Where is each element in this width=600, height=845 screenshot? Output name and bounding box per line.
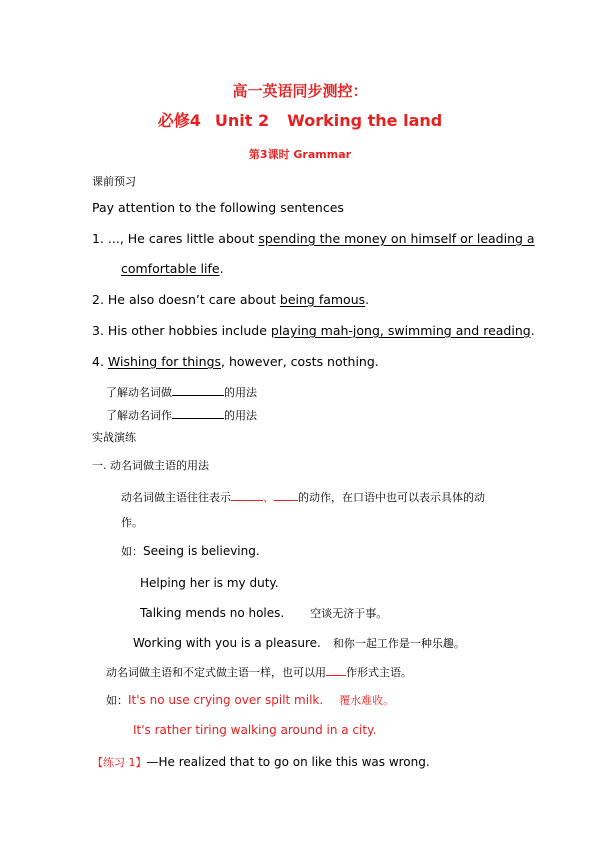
sentence-1-text: 1. ..., He cares little about: [92, 231, 259, 246]
note-b: 作形式主语。: [346, 666, 412, 679]
topic-label: Working the land: [287, 111, 443, 130]
module-title: [0, 113, 600, 129]
exercise-1-label: 【练习 1】: [92, 756, 147, 769]
unit-label: Unit 2: [214, 111, 270, 130]
module-label: 必修4: [157, 111, 201, 130]
description-c: 作。: [121, 516, 143, 529]
example-3-translation: 空谈无济于事。: [310, 607, 388, 620]
sentence-3-underlined: playing mah-jong, swimming and reading: [270, 323, 531, 338]
example-label: 如：: [121, 545, 143, 558]
fill-1-post: 的用法: [224, 386, 257, 399]
red-example-1-translation: 覆水难收。: [339, 694, 395, 707]
sentence-4-end: , however, costs nothing.: [221, 354, 379, 369]
example-1-line: [121, 545, 260, 557]
page-title: 高一英语同步测控：: [232, 82, 368, 100]
fill-line-1: [106, 385, 257, 398]
red-example-label: 如：: [106, 694, 128, 707]
fill-line-2: [106, 408, 257, 421]
sentence-3-text: 3. His other hobbies include: [92, 323, 271, 338]
example-4: Working with you is a pleasure.: [133, 636, 321, 650]
fill-1-blank: [172, 385, 224, 396]
red-example-1: It's no use crying over spilt milk.: [128, 693, 324, 707]
note-blank: [326, 665, 346, 676]
red-example-1-line: [106, 694, 394, 706]
sentence-2-end: .: [365, 292, 370, 307]
description-blank-2: [274, 490, 298, 501]
sentence-2: [92, 294, 369, 307]
example-3-line: [140, 607, 387, 619]
fill-2-pre: 了解动名词作: [106, 409, 172, 422]
sentence-2-text: 2. He also doesn’t care about: [92, 292, 280, 307]
lesson-title: 第3课时 Grammar: [248, 148, 352, 161]
description-line: [121, 490, 485, 503]
sentence-1-underlined-cont: comfortable life: [121, 261, 220, 276]
example-2: Helping her is my duty.: [140, 576, 279, 590]
example-4-translation: 和你一起工作是一种乐趣。: [332, 637, 465, 650]
preview-heading: 课前预习: [92, 175, 136, 188]
fill-1-pre: 了解动名词做: [106, 386, 172, 399]
sentence-4-text: 4.: [92, 354, 108, 369]
sentence-1-cont: [121, 263, 224, 276]
note-line: [106, 665, 412, 678]
fill-2-post: 的用法: [224, 409, 257, 422]
sentence-4: [92, 356, 379, 369]
sentence-3: [92, 325, 535, 338]
sentence-1: [92, 233, 535, 246]
sentence-1-end: .: [219, 261, 224, 276]
sentence-2-underlined: being famous: [279, 292, 366, 307]
sentence-1-underlined: spending the money on himself or leading a: [258, 231, 535, 246]
sentence-3-end: .: [530, 323, 535, 338]
description-a: 动名词做主语往往表示: [121, 491, 231, 504]
example-3: Talking mends no holes.: [140, 606, 285, 620]
example-4-line: [133, 637, 465, 649]
description-sep: 、: [263, 491, 274, 504]
fill-2-blank: [172, 408, 224, 419]
sentence-4-underlined: Wishing for things: [107, 354, 222, 369]
practice-heading: 实战演练: [92, 431, 136, 444]
description-blank-1: [231, 490, 263, 501]
exercise-1-text: —He realized that to go on like this was wrong.: [146, 755, 430, 769]
exercise-1-line: [92, 756, 430, 768]
description-b: 的动作，在口语中也可以表示具体的动: [298, 491, 485, 504]
note-a: 动名词做主语和不定式做主语一样，也可以用: [106, 666, 326, 679]
section-1-heading: 一. 动名词做主语的用法: [92, 459, 209, 472]
preview-intro: Pay attention to the following sentences: [92, 200, 344, 215]
example-1: Seeing is believing.: [143, 544, 260, 558]
red-example-2: It's rather tiring walking around in a city.: [133, 723, 377, 737]
